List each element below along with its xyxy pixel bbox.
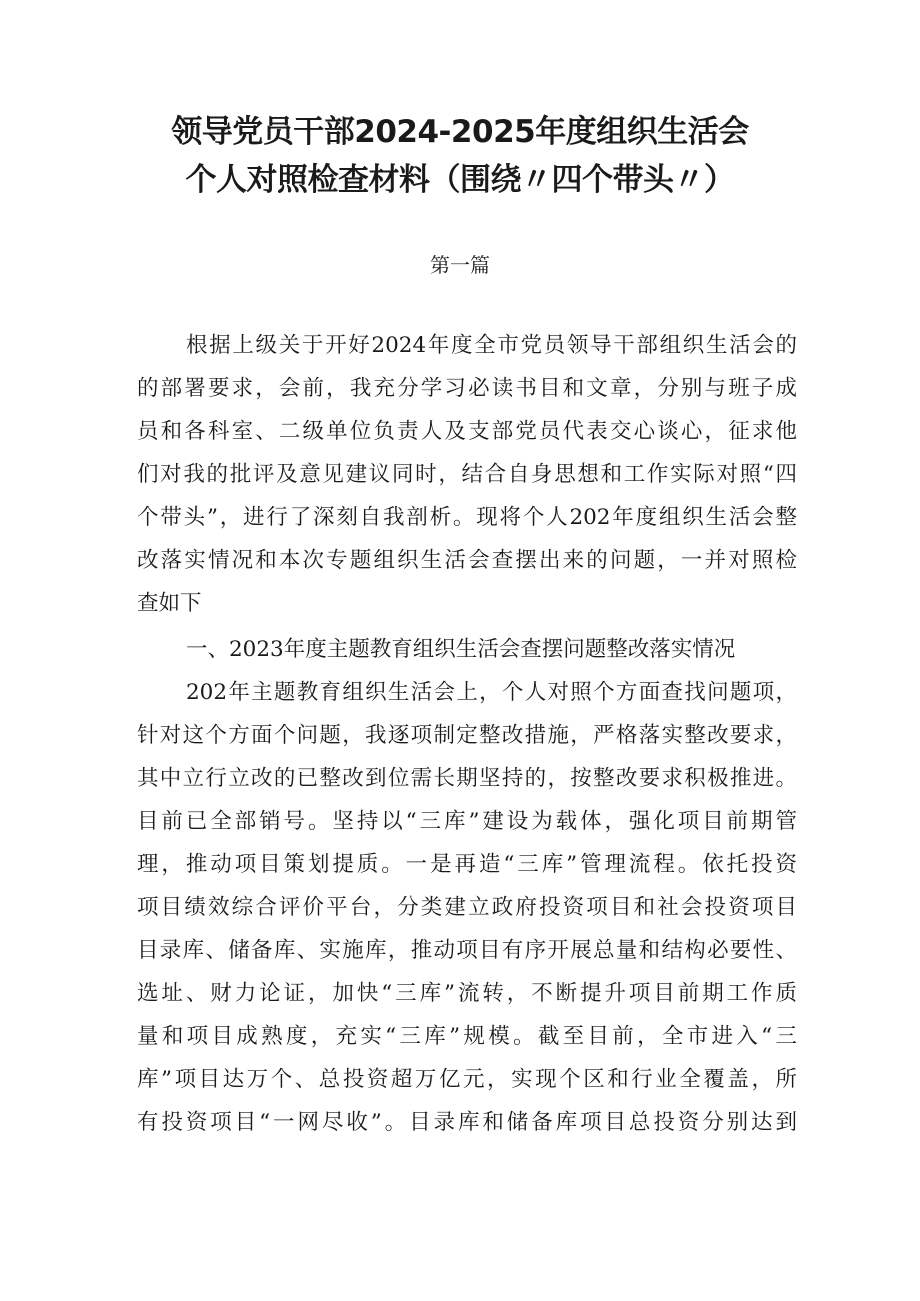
section-heading: 第一篇 (430, 253, 490, 277)
body-line: 查如下 (137, 591, 202, 616)
body-line: 的部署要求，会前，我充分学习必读书目和文章，分别与班子成 (137, 376, 797, 401)
body-line: 针对这个方面个问题，我逐项制定整改措施，严格落实整改要求， (137, 723, 797, 748)
body-line: 有投资项目“一网尽收”。目录库和储备库项目总投资分别达到 (137, 1110, 797, 1135)
body-line: 量和项目成熟度，充实“三库”规模。截至目前，全市进入“三 (137, 1024, 797, 1049)
body-line: 其中立行立改的已整改到位需长期坚持的，按整改要求积极推进。 (137, 766, 797, 791)
body-line: 项目绩效综合评价平台，分类建立政府投资项目和社会投资项目 (137, 895, 797, 920)
body-line: 改落实情况和本次专题组织生活会查摆出来的问题，一并对照检 (137, 548, 797, 573)
section-heading-1: 一、2023年度主题教育组织生活会查摆问题整改落实情况 (186, 637, 736, 662)
body-line: 员和各科室、二级单位负责人及支部党员代表交心谈心，征求他 (137, 419, 797, 444)
body-line: 选址、财力论证，加快“三库”流转，不断提升项目前期工作质 (137, 981, 797, 1006)
document-title-line-2: 个人对照检查材料（围绕〃四个带头〃） (185, 162, 735, 198)
body-line: 库”项目达万个、总投资超万亿元，实现个区和行业全覆盖，所 (137, 1067, 797, 1092)
body-line: 个带头”，进行了深刻自我剖析。现将个人202年度组织生活会整 (137, 505, 797, 530)
document-title-line-1: 领导党员干部2024-2025年度组织生活会 (171, 114, 749, 150)
body-line: 理，推动项目策划提质。一是再造“三库”管理流程。依托投资 (137, 852, 797, 877)
body-line: 目录库、储备库、实施库，推动项目有序开展总量和结构必要性、 (137, 938, 797, 963)
body-line: 们对我的批评及意见建议同时，结合自身思想和工作实际对照“四 (137, 462, 797, 487)
body-line: 根据上级关于开好2024年度全市党员领导干部组织生活会的 (186, 333, 797, 358)
body-line: 目前已全部销号。坚持以“三库”建设为载体，强化项目前期管 (137, 809, 797, 834)
body-line: 202年主题教育组织生活会上，个人对照个方面查找问题项， (186, 680, 797, 705)
